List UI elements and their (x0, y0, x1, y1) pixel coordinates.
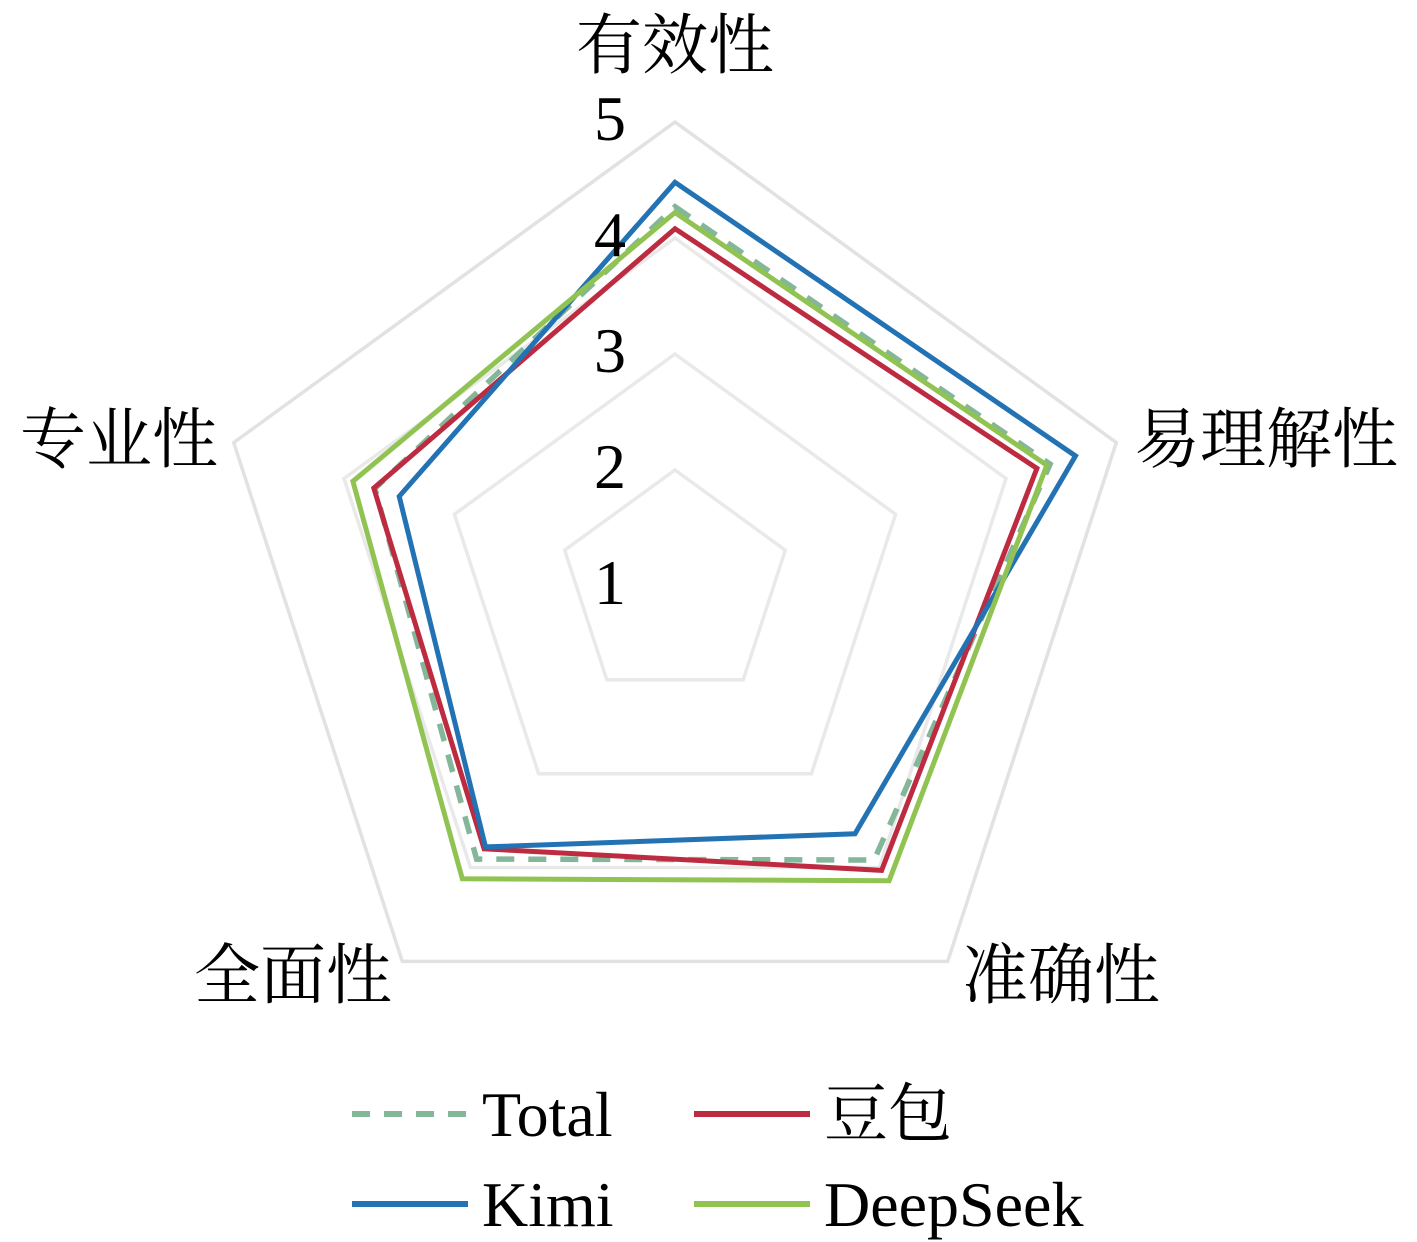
tick-label-3: 3 (594, 315, 626, 386)
tick-label-4: 4 (594, 199, 626, 270)
series-polygon-DeepSeek (353, 213, 1047, 881)
axis-label-2: 易理解性 (1134, 404, 1398, 477)
legend-label-Total: Total (482, 1079, 613, 1150)
tick-label-1: 1 (594, 547, 626, 618)
series-polygon-Total (375, 207, 1050, 860)
legend-label-Kimi: Kimi (482, 1169, 614, 1240)
axis-label-5: 专业性 (20, 404, 218, 477)
axis-label-1: 有效性 (576, 10, 774, 83)
legend-label-DeepSeek: DeepSeek (824, 1169, 1084, 1240)
tick-label-2: 2 (594, 431, 626, 502)
axis-label-4: 全面性 (194, 940, 392, 1013)
axis-label-3: 准确性 (962, 940, 1160, 1013)
legend-label-豆包: 豆包 (824, 1079, 952, 1150)
grid-ring-3 (454, 354, 895, 774)
tick-label-5: 5 (594, 83, 626, 154)
